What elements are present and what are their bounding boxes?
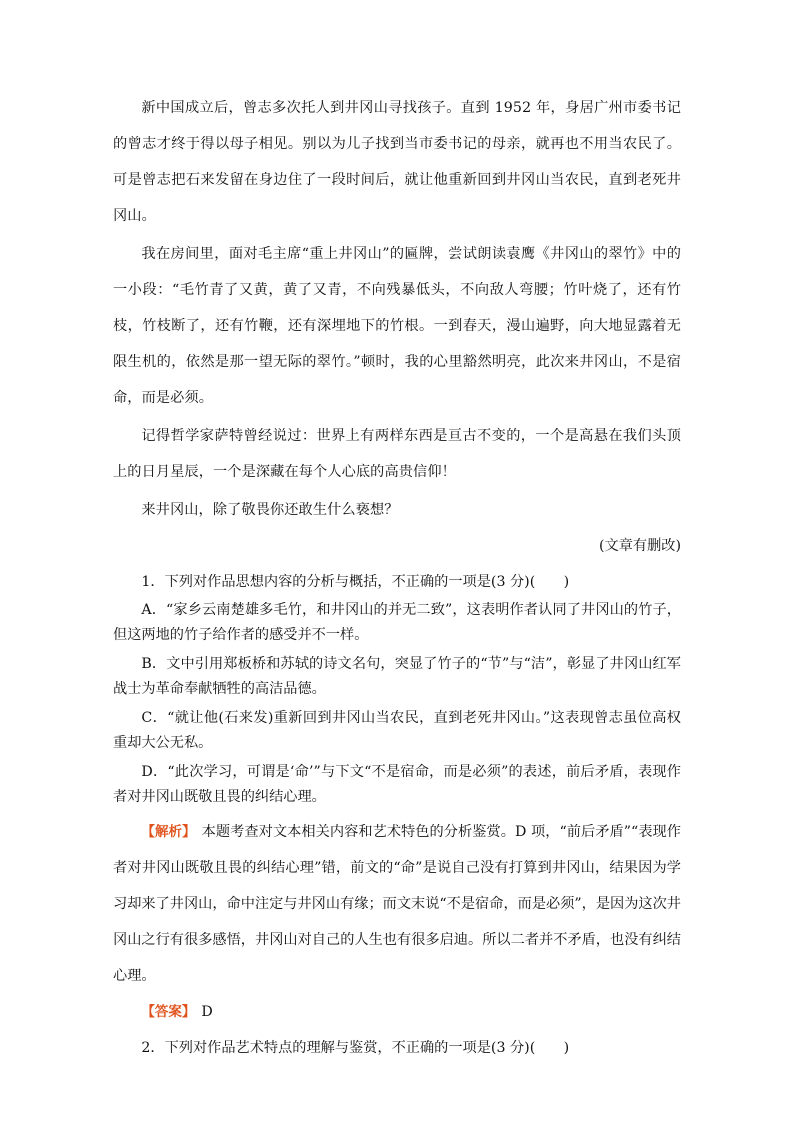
option-d: D．“此次学习，可谓是‘命’”与下文“不是宿命，而是必须”的表述，前后矛盾，表现作者对井冈山既敬且畏的纠结心理。 (113, 764, 681, 805)
answer-block (113, 994, 681, 1030)
option-c: C．“就让他(石来发)重新回到井冈山当农民，直到老死井冈山。”这表现曾志虽位高权重却大公无私。 (113, 710, 681, 751)
option-b: B．文中引用郑板桥和苏轼的诗文名句，突显了竹子的“节”与“洁”，彰显了井冈山红军战士为革命奉献牺牲的高洁品德。 (113, 656, 681, 697)
paragraph-4: 来井冈山，除了敬畏你还敢生什么亵想？ (141, 502, 399, 518)
question-1-options (113, 598, 681, 810)
paragraph-2: 我在房间里，面对毛主席“重上井冈山”的匾牌，尝试朗读袁鹰《井冈山的翠竹》中的一小段：“毛竹青了又黄，黄了又青，不向残暴低头，不向敌人弯腰；竹叶烧了，还有竹枝，竹枝断了，还有竹鞭，还有深埋地下的竹根。一到春天，漫山遍野，向大地显露着无限生机的，依然是那一望无际的翠竹。”顿时，我的心里豁然明亮，此次来井冈山，不是宿命，而是必须。 (113, 246, 681, 406)
analysis-text: 本题考查对文本相关内容和艺术特色的分析鉴赏。D 项，“前后矛盾”“表现作者对井冈山既敬且畏的纠结心理”错，前文的“命”是说自己没有打算到井冈山，结果因为学习却来了井冈山，命中注定与井冈山有缘；而文末说“不是宿命，而是必须”，是因为这次井冈山之行有很多感悟，井冈山对自己的人生也有很多启迪。所以二者并不矛盾，也没有纠结心理。 (113, 824, 681, 984)
analysis-tag: 【解析】 (141, 824, 196, 840)
analysis-block (113, 814, 681, 994)
option-a: A．“家乡云南楚雄多毛竹，和井冈山的并无二致”，这表明作者认同了井冈山的竹子，但这两地的竹子给作者的感受并不一样。 (113, 602, 681, 643)
source-note: (文章有删改) (598, 538, 681, 554)
document-page (113, 90, 681, 1066)
answer-tag: 【答案】 (141, 1004, 196, 1020)
paragraph-1: 新中国成立后，曾志多次托人到井冈山寻找孩子。直到 1952 年，身居广州市委书记的曾志才终于得以母子相见。别以为儿子找到当市委书记的母亲，就再也不用当农民了。可是曾志把石来发留在身边住了一段时间后，就让他重新回到井冈山当农民，直到老死井冈山。 (113, 100, 681, 224)
answer-text: D (201, 1004, 213, 1020)
paragraph-3: 记得哲学家萨特曾经说过：世界上有两样东西是亘古不变的，一个是高悬在我们头顶上的日月星辰，一个是深藏在每个人心底的高贵信仰！ (113, 428, 681, 480)
question-2-stem: 2．下列对作品艺术特点的理解与鉴赏，不正确的一项是(3 分)( ) (141, 1040, 570, 1056)
question-1-stem: 1．下列对作品思想内容的分析与概括，不正确的一项是(3 分)( ) (141, 574, 570, 590)
